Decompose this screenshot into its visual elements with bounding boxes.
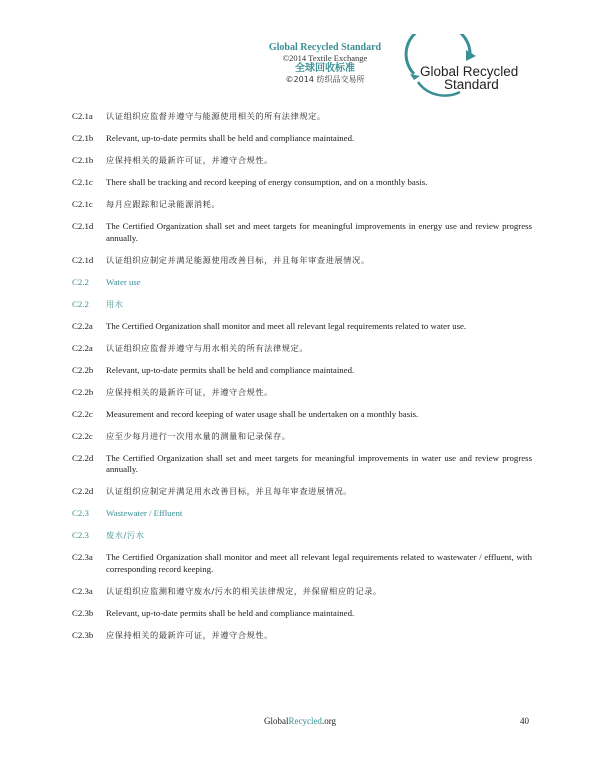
clause-row [72, 343, 532, 355]
clause-text: 用水 [106, 298, 124, 309]
clause-row [72, 365, 532, 377]
clause-row [72, 133, 532, 145]
standard-clauses [72, 111, 532, 652]
footer [0, 716, 600, 726]
clause-row [72, 321, 532, 333]
grs-logo [400, 34, 530, 100]
clause-text: The Certified Organization shall set and meet targets for meaningful improvements in water use and review progress annually. [106, 452, 532, 474]
clause-code: C2.1d [72, 221, 94, 231]
clause-code: C2.2c [72, 408, 93, 419]
clause-code: C2.2 [72, 298, 89, 309]
section-heading [72, 299, 532, 311]
clause-row [72, 409, 532, 421]
clause-text: Relevant, up-to-date permits shall be held and compliance maintained. [106, 364, 355, 375]
clause-row [72, 586, 532, 598]
clause-row [72, 431, 532, 443]
clause-code: C2.2d [72, 452, 94, 463]
clause-text: The Certified Organization shall set and meet targets for meaningful improvements in energy use and review progress annually. [106, 221, 532, 243]
clause-text: Relevant, up-to-date permits shall be held and compliance maintained. [106, 607, 355, 618]
page-number: 40 [520, 716, 529, 726]
clause-row [72, 552, 532, 575]
section-heading [72, 530, 532, 542]
clause-text: 认证组织应监测和遵守废水/污水的相关法律规定，并保留相应的记录。 [106, 585, 382, 596]
clause-code: C2.1c [72, 177, 93, 187]
clause-code: C2.1a [72, 111, 93, 121]
clause-code: C2.2d [72, 486, 94, 496]
section-heading [72, 277, 532, 289]
header-title-cn: 全球回收标准 [295, 63, 355, 75]
clause-row [72, 255, 532, 267]
clause-row [72, 111, 532, 123]
clause-text: 应至少每月进行一次用水量的测量和记录保存。 [106, 430, 291, 441]
clause-code: C2.2 [72, 276, 89, 287]
clause-text: Wastewater / Effluent [106, 508, 183, 518]
document-header [250, 42, 400, 84]
clause-row [72, 486, 532, 498]
clause-text: There shall be tracking and record keeping of energy consumption, and on a monthly basis. [106, 177, 428, 187]
clause-code: C2.2b [72, 386, 94, 397]
clause-text: The Certified Organization shall monitor and meet all relevant legal requirements related to water use. [106, 320, 467, 331]
footer-brand-prefix: Global [263, 716, 289, 726]
clause-row [72, 177, 532, 189]
clause-row [72, 387, 532, 399]
clause-code: C2.1d [72, 254, 94, 265]
clause-code: C2.1b [72, 155, 94, 165]
clause-code: C2.3b [72, 629, 94, 640]
clause-text: 每月应跟踪和记录能源消耗。 [106, 199, 221, 209]
clause-text: 认证组织应制定并满足能源使用改善目标，并且每年审查进展情况。 [106, 254, 370, 265]
header-copyright-cn: ©2014 纺织品交易所 [285, 74, 365, 84]
clause-text: The Certified Organization shall monitor and meet all relevant legal requirements related to wastewater / effluent, with corresponding record keeping. [106, 552, 532, 574]
clause-row [72, 630, 532, 642]
clause-code: C2.1b [72, 133, 94, 143]
clause-text: 认证组织应监督并遵守与能源使用相关的所有法律规定。 [106, 111, 326, 121]
clause-row [72, 608, 532, 620]
footer-brand-suffix: .org [321, 716, 337, 726]
clause-row [72, 453, 532, 476]
header-copyright: ©2014 Textile Exchange [282, 52, 368, 63]
clause-text: 应保持相关的最新许可证，并遵守合规性。 [106, 155, 273, 165]
clause-code: C2.2c [72, 430, 93, 441]
clause-row [72, 199, 532, 211]
clause-code: C2.1c [72, 199, 93, 209]
clause-code: C2.3a [72, 585, 93, 596]
clause-code: C2.2b [72, 364, 94, 375]
clause-text: 认证组织应制定并满足用水改善目标，并且每年审查进展情况。 [106, 486, 353, 496]
clause-row [72, 221, 532, 244]
clause-text: Measurement and record keeping of water usage shall be undertaken on a monthly basis. [106, 408, 419, 419]
clause-code: C2.2a [72, 320, 93, 331]
section-heading [72, 508, 532, 520]
header-title: Global Recycled Standard [268, 42, 382, 53]
clause-text: 应保持相关的最新许可证，并遵守合规性。 [106, 629, 273, 640]
clause-text: 废水/污水 [106, 530, 145, 540]
clause-text: 认证组织应监督并遵守与用水相关的所有法律规定。 [106, 342, 309, 353]
clause-code: C2.3 [72, 508, 89, 518]
clause-row [72, 155, 532, 167]
clause-code: C2.2a [72, 342, 93, 353]
clause-text: Relevant, up-to-date permits shall be held and compliance maintained. [106, 133, 355, 143]
clause-code: C2.3a [72, 552, 93, 562]
clause-text: Water use [106, 276, 141, 287]
clause-text: 应保持相关的最新许可证，并遵守合规性。 [106, 386, 273, 397]
footer-brand-mid: Recycled [288, 716, 322, 726]
logo-line2: Standard [444, 77, 499, 92]
logo-line1: Global Recycled [420, 64, 519, 79]
clause-code: C2.3 [72, 530, 89, 540]
clause-code: C2.3b [72, 607, 94, 618]
